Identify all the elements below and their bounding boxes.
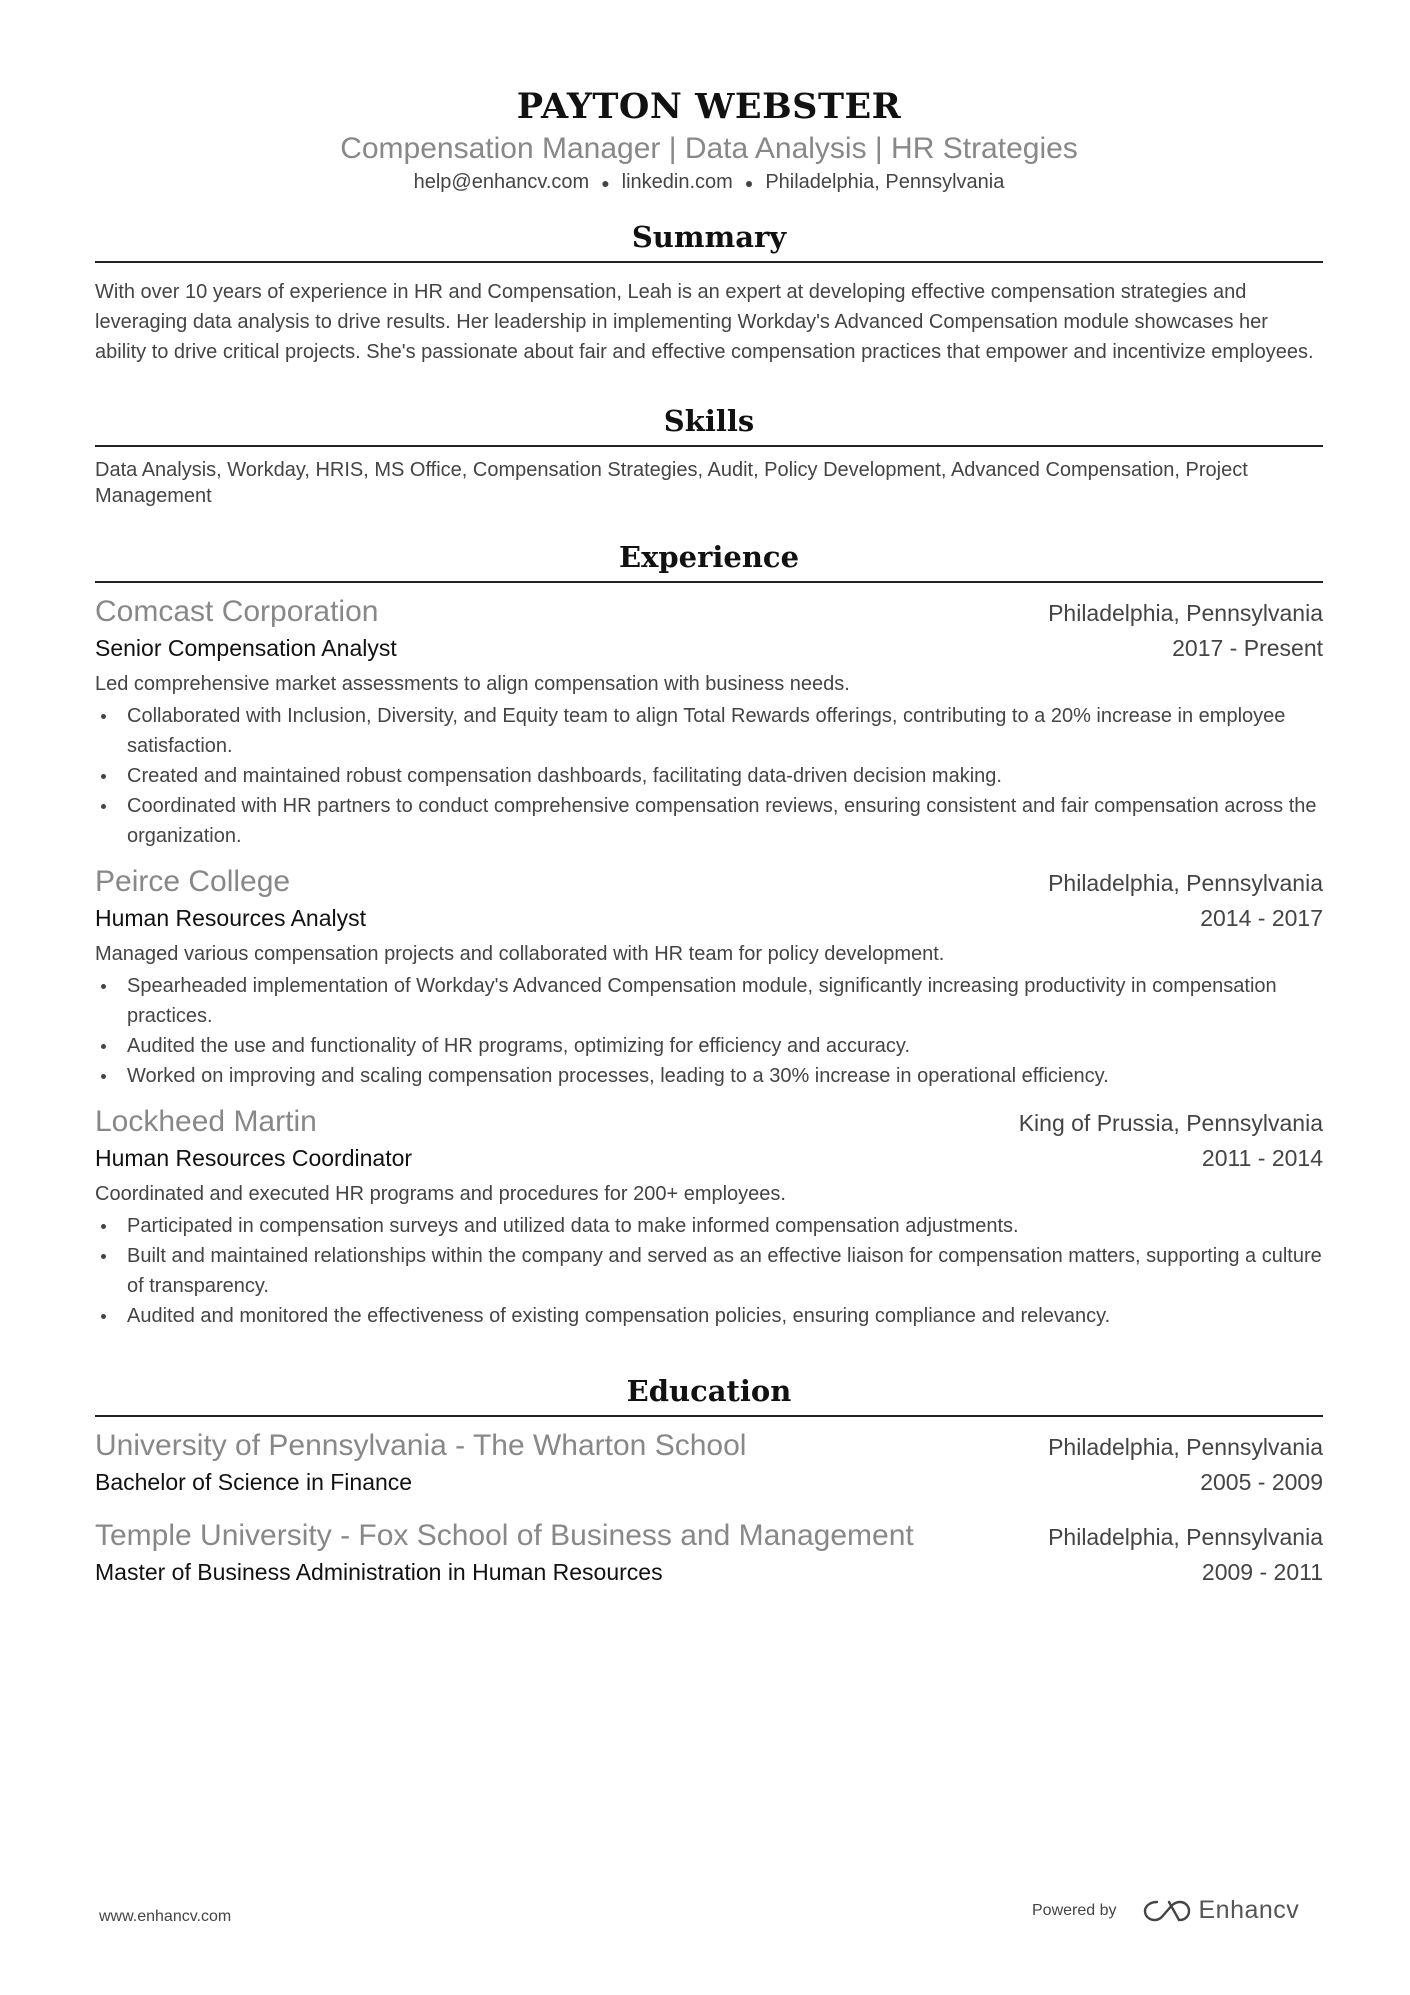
enhancv-brand-name: Enhancv (1198, 1896, 1300, 1924)
job-header-row (95, 863, 1323, 901)
education-school: University of Pennsylvania - The Wharton School (95, 1428, 747, 1462)
skills-section (95, 401, 1323, 509)
job-description: Coordinated and executed HR programs and procedures for 200+ employees. (95, 1182, 786, 1205)
education-school: Temple University - Fox School of Business and Management (95, 1518, 914, 1552)
job-role-row (95, 1141, 1323, 1175)
job-bullet: Audited and monitored the effectiveness of existing compensation policies, ensuring compliance and relevancy. (127, 1301, 1323, 1331)
education-location: Philadelphia, Pennsylvania (1048, 1433, 1323, 1460)
contact-location: Philadelphia, Pennsylvania (765, 171, 1005, 193)
job-company: Lockheed Martin (95, 1104, 317, 1138)
candidate-name: PAYTON WEBSTER (516, 86, 902, 127)
section-title-summary: Summary (95, 217, 1323, 263)
job-bullet: Participated in compensation surveys and utilized data to make informed compensation adjustments. (127, 1211, 1323, 1241)
section-title-experience: Experience (95, 537, 1323, 583)
experience-section (95, 537, 1323, 1331)
education-entry (95, 1427, 1323, 1499)
job-header-row (95, 1103, 1323, 1141)
job-location: King of Prussia, Pennsylvania (1018, 1109, 1323, 1136)
job-bullet: Spearheaded implementation of Workday's Advanced Compensation module, significantly increasing productivity in compensation practices. (127, 971, 1323, 1031)
footer-website[interactable]: www.enhancv.com (99, 1908, 232, 1925)
education-location: Philadelphia, Pennsylvania (1048, 1523, 1323, 1550)
education-degree-row (95, 1555, 1323, 1589)
job-company: Peirce College (95, 864, 291, 898)
resume-page (95, 84, 1323, 1589)
education-dates: 2009 - 2011 (1201, 1558, 1323, 1585)
education-dates: 2005 - 2009 (1200, 1468, 1323, 1495)
job-location: Philadelphia, Pennsylvania (1048, 599, 1323, 626)
job-role-row (95, 631, 1323, 665)
enhancv-logo-icon (1143, 1898, 1191, 1924)
job-entry (95, 1103, 1323, 1331)
footer-powered-by[interactable] (1032, 1896, 1299, 1925)
job-role: Human Resources Analyst (95, 904, 367, 931)
job-dates: 2017 - Present (1172, 634, 1323, 661)
job-bullet: Built and maintained relationships within the company and served as an effective liaison for compensation matters, supporting a culture of transparency. (127, 1241, 1323, 1301)
resume-header (95, 84, 1323, 197)
education-section (95, 1371, 1323, 1589)
job-bullets (95, 971, 1323, 1091)
education-degree-row (95, 1465, 1323, 1499)
education-degree: Bachelor of Science in Finance (95, 1468, 413, 1495)
section-title-education: Education (95, 1371, 1323, 1417)
job-bullet: Coordinated with HR partners to conduct comprehensive compensation reviews, ensuring consistent and fair compensation across the organization. (127, 791, 1323, 851)
job-company: Comcast Corporation (95, 594, 379, 628)
job-role: Human Resources Coordinator (95, 1144, 413, 1171)
job-bullet: Created and maintained robust compensation dashboards, facilitating data-driven decision making. (127, 761, 1323, 791)
section-title-skills: Skills (95, 401, 1323, 447)
job-bullet: Collaborated with Inclusion, Diversity, and Equity team to align Total Rewards offerings, contributing to a 20% increase in employee satisfaction. (127, 701, 1323, 761)
job-bullets (95, 701, 1323, 851)
education-header-row (95, 1517, 1323, 1555)
tagline: Compensation Manager | Data Analysis | HR Strategies (340, 132, 1078, 165)
job-entry (95, 863, 1323, 1091)
job-description: Led comprehensive market assessments to align compensation with business needs. (95, 672, 850, 695)
job-bullets (95, 1211, 1323, 1331)
powered-by-label: Powered by (1032, 1901, 1117, 1919)
education-entry (95, 1517, 1323, 1589)
separator-dot: ● (601, 174, 610, 191)
job-role: Senior Compensation Analyst (95, 634, 397, 661)
contact-line (95, 168, 1323, 197)
enhancv-brand[interactable] (1143, 1896, 1300, 1925)
education-degree: Master of Business Administration in Human Resources (95, 1558, 663, 1585)
job-dates: 2014 - 2017 (1200, 904, 1323, 931)
job-header-row (95, 593, 1323, 631)
education-header-row (95, 1427, 1323, 1465)
separator-dot: ● (744, 174, 754, 191)
job-description: Managed various compensation projects and collaborated with HR team for policy development. (95, 942, 945, 965)
summary-text: With over 10 years of experience in HR and Compensation, Leah is an expert at developing effective compensation strategies and leveraging data analysis to drive results. Her leadership in implementing Workday's Advanced Compensation module showcases her ability to drive critical projects. She's passionate about fair and effective compensation practices that empower and incentivize employees. (95, 280, 1314, 363)
job-bullet: Audited the use and functionality of HR programs, optimizing for efficiency and accuracy. (127, 1031, 1323, 1061)
job-location: Philadelphia, Pennsylvania (1048, 869, 1323, 896)
contact-linkedin[interactable]: linkedin.com (621, 171, 733, 193)
summary-section (95, 217, 1323, 367)
job-entry (95, 593, 1323, 851)
job-role-row (95, 901, 1323, 935)
job-bullet: Worked on improving and scaling compensation processes, leading to a 30% increase in operational efficiency. (127, 1061, 1323, 1091)
job-dates: 2011 - 2014 (1201, 1144, 1323, 1171)
contact-email[interactable]: help@enhancv.com (413, 171, 590, 193)
skills-text: Data Analysis, Workday, HRIS, MS Office, Compensation Strategies, Audit, Policy Development, Advanced Compensation, Project Management (95, 458, 1248, 507)
